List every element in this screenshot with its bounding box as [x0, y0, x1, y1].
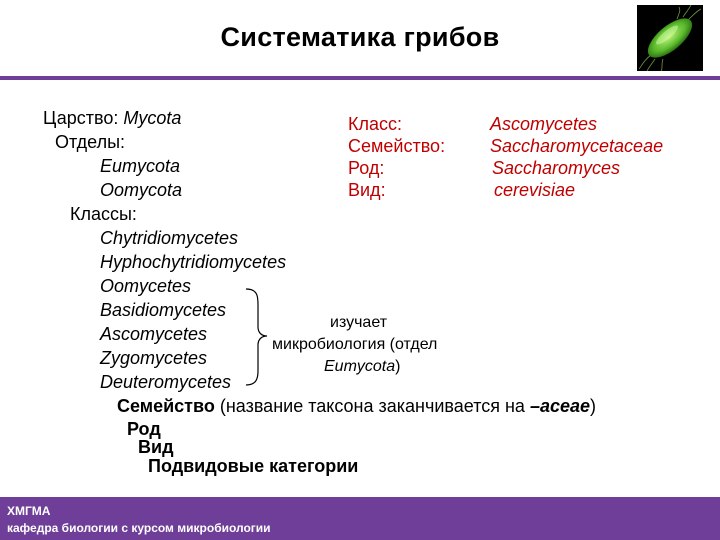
classes-label: Классы:	[70, 204, 137, 224]
note-line-3	[324, 358, 400, 376]
class-item: Deuteromycetes	[100, 372, 232, 392]
family-suffix: –aceae	[529, 396, 591, 416]
rank-value-species: cerevisiae	[494, 180, 576, 200]
family-line	[117, 395, 596, 417]
division-item: Oomycota	[100, 180, 183, 200]
subspecies-label: Подвидовые категории	[148, 456, 359, 476]
title-divider	[0, 76, 720, 80]
class-item: Ascomycetes	[100, 324, 208, 344]
note-line-1: изучает	[330, 314, 388, 331]
family-close: )	[590, 396, 597, 416]
rank-value-family: Saccharomycetaceae	[490, 136, 664, 156]
family-label: Семейство	[117, 396, 215, 416]
class-item: Chytridiomycetes	[100, 228, 239, 248]
note-line-2: микробиология (отдел	[272, 336, 438, 353]
rank-label-class: Класс:	[348, 114, 402, 134]
rank-label-family: Семейство:	[348, 136, 446, 156]
footer-org: ХМГМА	[7, 504, 51, 518]
note-close: )	[395, 358, 401, 375]
bacterium-image	[637, 5, 703, 71]
genus-label: Род	[127, 419, 161, 439]
rank-value-genus: Saccharomyces	[492, 158, 621, 178]
rank-label-genus: Род:	[348, 158, 385, 178]
kingdom-value: Mycota	[123, 108, 182, 128]
division-item: Eumycota	[100, 156, 181, 176]
species-label: Вид	[138, 437, 174, 457]
rank-label-species: Вид:	[348, 180, 386, 200]
page-title: Систематика грибов	[220, 22, 500, 52]
kingdom-line	[43, 107, 181, 129]
rank-value-class: Ascomycetes	[490, 114, 598, 134]
class-item: Basidiomycetes	[100, 300, 227, 320]
kingdom-label: Царство:	[43, 108, 119, 128]
footer-dept: кафедра биологии с курсом микробиологии	[7, 521, 271, 535]
note-division: Eumycota	[324, 358, 396, 375]
class-item: Oomycetes	[100, 276, 192, 296]
class-item: Zygomycetes	[100, 348, 208, 368]
divisions-label: Отделы:	[55, 132, 126, 152]
class-item: Hyphochytridiomycetes	[100, 252, 287, 272]
grouping-bracket	[244, 283, 268, 388]
family-text: (название таксона заканчивается на	[214, 396, 530, 416]
